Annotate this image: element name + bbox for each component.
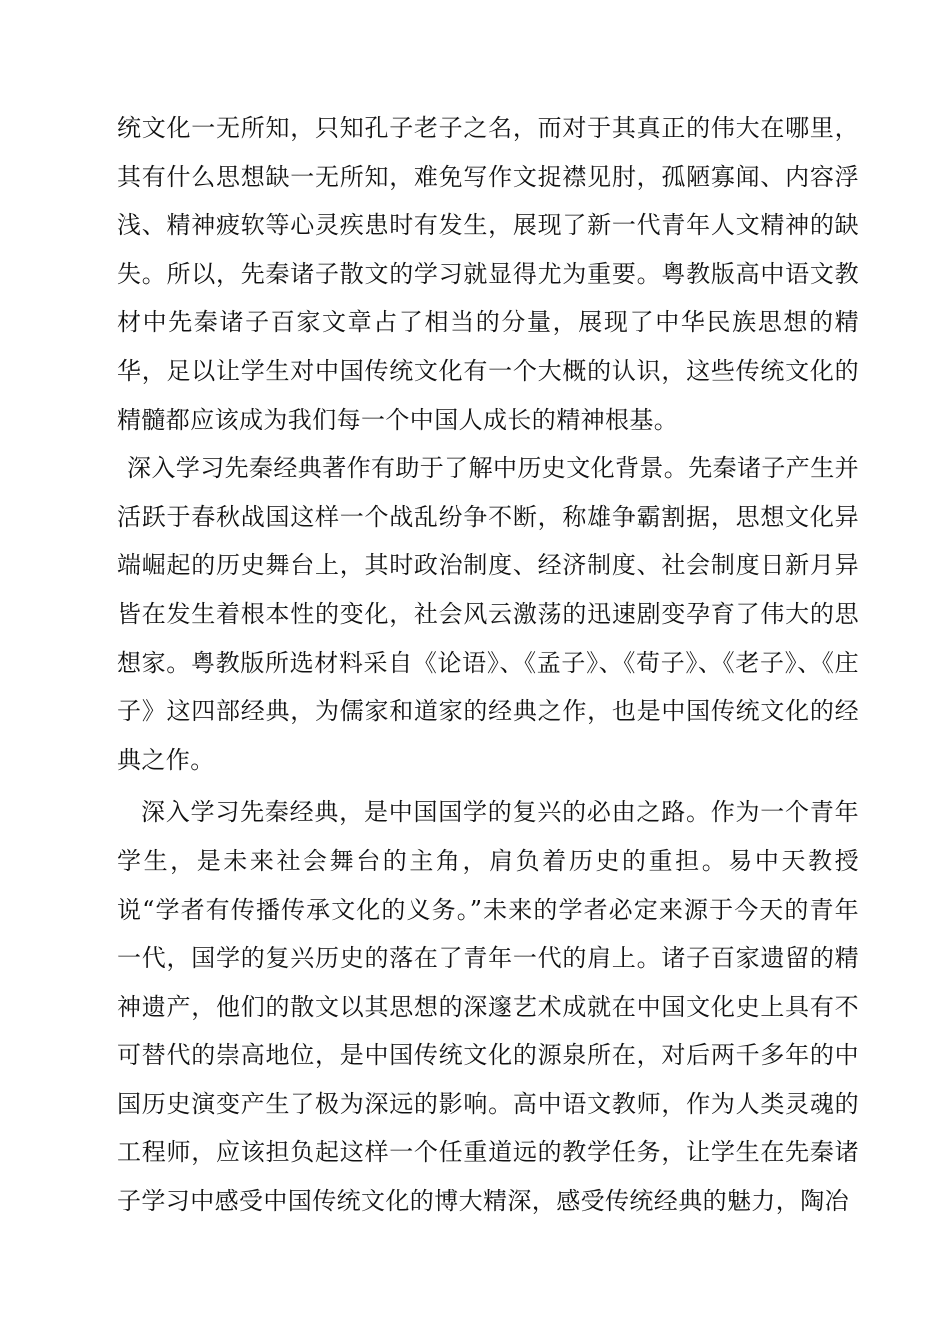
paragraph-1: 统文化一无所知，只知孔子老子之名，而对于其真正的伟大在哪里，其有什么思想缺一无所知，难免写作文捉襟见肘，孤陋寡闻、内容浮浅、精神疲软等心灵疾患时有发生，展现了新一代青年人文精神的缺失。所以，先秦诸子散文的学习就显得尤为重要。粤教版高中语文教材中先秦诸子百家文章占了相当的分量，展现了中华民族思想的精华，足以让学生对中国传统文化有一个大概的认识，这些传统文化的精髓都应该成为我们每一个中国人成长的精神根基。 [117, 114, 859, 434]
document-page [117, 104, 859, 1226]
paragraph-3: 深入学习先秦经典，是中国国学的复兴的必由之路。作为一个青年学生，是未来社会舞台的主角，肩负着历史的重担。易中天教授说“学者有传播传承文化的义务。”未来的学者必定来源于今天的青年一代，国学的复兴历史的落在了青年一代的肩上。诸子百家遗留的精神遗产，他们的散文以其思想的深邃艺术成就在中国文化史上具有不可替代的崇高地位，是中国传统文化的源泉所在，对后两千多年的中国历史演变产生了极为深远的影响。高中语文教师，作为人类灵魂的工程师，应该担负起这样一个任重道远的教学任务，让学生在先秦诸子学习中感受中国传统文化的博大精深，感受传统经典的魅力，陶冶 [117, 798, 859, 1216]
paragraph-2: 深入学习先秦经典著作有助于了解中历史文化背景。先秦诸子产生并活跃于春秋战国这样一个战乱纷争不断，称雄争霸割据，思想文化异端崛起的历史舞台上，其时政治制度、经济制度、社会制度日新月异皆在发生着根本性的变化，社会风云激荡的迅速剧变孕育了伟大的思想家。粤教版所选材料采自《论语》、《孟子》、《荀子》、《老子》、《庄子》这四部经典，为儒家和道家的经典之作，也是中国传统文化的经典之作。 [117, 454, 859, 774]
